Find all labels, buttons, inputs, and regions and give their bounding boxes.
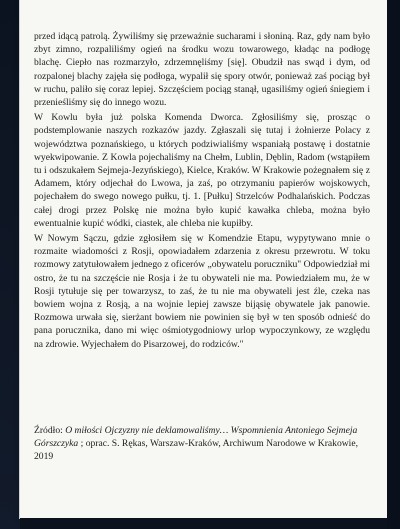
paragraph-1: przed idącą patrolą. Żywiliśmy się przeważnie sucharami i słoniną. Raz, gdy nam było zbyt zimno, rozpaliliśmy ogień na środku wozu towarowego, kładąc na podłogę blachę. Ciepło nas rozmarzyło, zdrzemnęliśmy [się]. Obudził nas swąd i dym, od rozpalonej blachy zajęła się podłoga, wypalił się spory otwór, ponieważ zaś pociąg był w ruchu, paliło się coraz lepiej. Szczęściem pociąg stanął, ugasiliśmy ogień śniegiem i przenieśliśmy się do innego wozu.: [34, 31, 370, 109]
source-details: ; oprac. S. Rękas, Warszaw-Kraków, Archiwum Narodowe w Krakowie, 2019: [34, 438, 358, 462]
document-page: [20, 0, 387, 518]
source-title: O miłości Ojczyzny nie deklamowaliśmy… Wspomnienia Antoniego Sejmeja Górszczyka: [34, 425, 358, 449]
document-body: [34, 30, 370, 351]
paragraph-3: W Nowym Sączu, gdzie zgłosiłem się w Komendzie Etapu, wypytywano mnie o rozmaite wiadomości z Rosji, opowiadałem zdarzenia z okresu przewrotu. W toku rozmowy zatytułowałem jednego z oficerów „obywatelu poruczniku" Odpowiedział mi ostro, że tu na szczęście nie Rosja i że tu obywateli nie ma. Powiedziałem mu, że w Rosji tytułuje się per towarzysz, to zaś, że tu nie ma obywateli jest źle, czeka nas bowiem wojna z Rosją, a na wojnie lepiej zawsze bijąsię obywatele jak panowie. Rozmowa urwała się, sierżant bowiem nie powinien się był w ten sposób odnieść do pana porucznika, dano mi więc ośmiotygodniowy urlop wypoczynkowy, ze względu na zdrowie. Wyjechałem do Pisarzowej, do rodziców.": [34, 233, 370, 350]
source-prefix: Źródło:: [34, 425, 66, 436]
bottom-border: [20, 518, 387, 529]
source-citation: [34, 424, 370, 463]
right-border: [387, 0, 400, 529]
paragraph-2: W Kowlu była już polska Komenda Dworca. Zgłosiliśmy się, prosząc o podstemplowanie naszych rozkazów jazdy. Zgłaszali się tutaj i żołnierze Polacy z województwa poznańskiego, u których podziwialiśmy wspaniałą postawę i dostatnie wyekwipowanie. Z Kowla pojechaliśmy na Chełm, Lublin, Dęblin, Radom (wstąpiłem tu i odszukałem Sejmeja-Jezyńskiego), Kielce, Kraków. W Krakowie pożegnałem się z Adamem, który odjechał do Lwowa, ja zaś, po otrzymaniu papierów wojskowych, pojechałem do swego nowego pułku, tj. 1. [Pułku] Strzelców Podhalańskich. Podczas całej drogi przez Polskę nie można było kupić kawałka chleba, można było ewentualnie kupić wódki, ciastek, ale chleba nie kupiłby.: [34, 112, 370, 229]
